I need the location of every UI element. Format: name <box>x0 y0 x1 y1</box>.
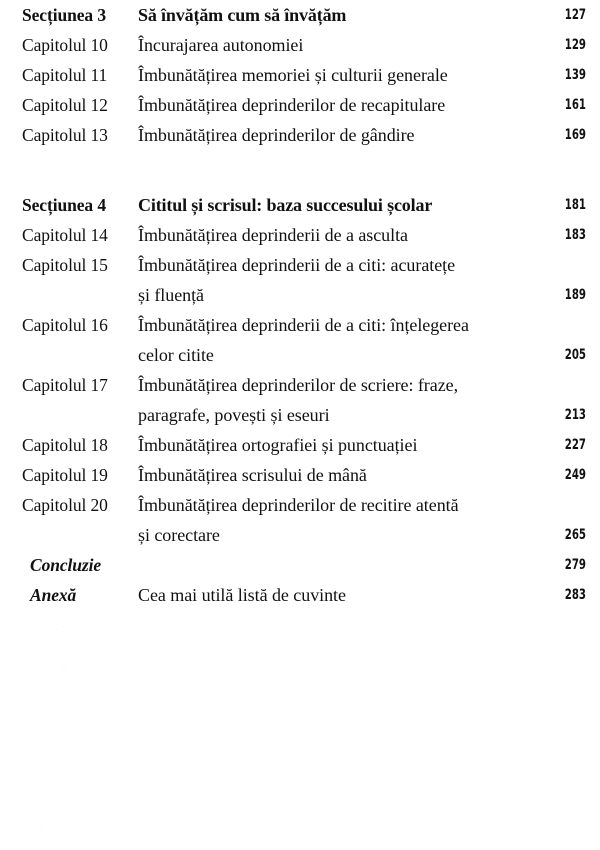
entry-page-number[interactable]: 161 <box>564 97 586 113</box>
entry-label: Capitolul 13 <box>22 125 108 145</box>
entry-title-line1: Îmbunătățirea ortografiei și punctuației <box>138 435 418 455</box>
toc-chapter-row[interactable] <box>0 460 600 490</box>
entry-title-line1: Îmbunătățirea deprinderilor de recapitulare <box>138 95 446 115</box>
entry-label: Capitolul 18 <box>22 435 108 455</box>
entry-label: Capitolul 15 <box>22 255 108 275</box>
entry-title-line1: Să învățăm cum să învățăm <box>138 5 347 25</box>
toc-section-row[interactable] <box>0 0 600 30</box>
entry-title <box>138 490 530 550</box>
toc-chapter-row[interactable] <box>0 250 600 310</box>
entry-label: Capitolul 17 <box>22 375 108 395</box>
toc-chapter-row[interactable] <box>0 220 600 250</box>
toc-chapter-row[interactable] <box>0 90 600 120</box>
entry-title-line2: paragrafe, povești și eseuri <box>138 405 330 425</box>
entry-page-number[interactable]: 169 <box>564 127 586 143</box>
entry-label: Capitolul 10 <box>22 35 108 55</box>
entry-page-number[interactable]: 129 <box>564 37 586 53</box>
entry-title <box>138 580 530 610</box>
entry-page-number[interactable]: 139 <box>564 67 586 83</box>
entry-title <box>138 310 530 370</box>
entry-title <box>138 0 530 30</box>
entry-title-line2: celor citite <box>138 345 214 365</box>
entry-title <box>138 30 530 60</box>
entry-title-line1: Încurajarea autonomiei <box>138 35 304 55</box>
entry-page-number[interactable]: 249 <box>564 467 586 483</box>
entry-title-line1: Cititul și scrisul: baza succesului școlar <box>138 195 433 215</box>
entry-title <box>138 60 530 90</box>
entry-label: Capitolul 11 <box>22 65 108 85</box>
toc-chapter-row[interactable] <box>0 310 600 370</box>
entry-page-number[interactable]: 265 <box>564 527 586 543</box>
entry-page-number[interactable]: 181 <box>564 197 586 213</box>
entry-label: Concluzie <box>30 555 102 575</box>
entry-label: Capitolul 12 <box>22 95 108 115</box>
entry-title <box>138 460 530 490</box>
entry-title <box>138 430 530 460</box>
entry-title-line1: Îmbunătățirea deprinderilor de scriere: fraze, <box>138 375 459 395</box>
entry-title-line2: și fluență <box>138 285 204 305</box>
entry-label: Capitolul 14 <box>22 225 108 245</box>
entry-title-line1: Îmbunătățirea memoriei și culturii generale <box>138 65 448 85</box>
entry-title-line1: Îmbunătățirea deprinderii de a citi: acuratețe <box>138 255 456 275</box>
toc-chapter-row[interactable] <box>0 120 600 150</box>
toc-chapter-row[interactable] <box>0 490 600 550</box>
entry-label: Capitolul 20 <box>22 495 108 515</box>
entry-label: Capitolul 16 <box>22 315 108 335</box>
entry-title <box>138 120 530 150</box>
entry-label: Secțiunea 3 <box>22 5 106 25</box>
toc-chapter-row[interactable] <box>0 430 600 460</box>
entry-label: Secțiunea 4 <box>22 195 106 215</box>
toc-chapter-row[interactable] <box>0 370 600 430</box>
entry-title-line1: Îmbunătățirea deprinderii de a citi: înțelegerea <box>138 315 469 335</box>
entry-page-number[interactable]: 213 <box>564 407 586 423</box>
scan-bleedthrough-artifact <box>0 610 600 850</box>
entry-page-number[interactable]: 283 <box>564 587 586 603</box>
entry-title-line1: Îmbunătățirea deprinderilor de recitire atentă <box>138 495 459 515</box>
toc-chapter-row[interactable] <box>0 30 600 60</box>
entry-page-number[interactable]: 279 <box>564 557 586 573</box>
entry-label: Anexă <box>30 585 77 605</box>
entry-title <box>138 190 530 220</box>
entry-title-line1: Îmbunătățirea scrisului de mână <box>138 465 367 485</box>
entry-title-line1: Îmbunătățirea deprinderilor de gândire <box>138 125 415 145</box>
toc-section-row[interactable] <box>0 190 600 220</box>
entry-title-line1: Cea mai utilă listă de cuvinte <box>138 585 346 605</box>
entry-page-number[interactable]: 127 <box>564 7 586 23</box>
entry-title-line1: Îmbunătățirea deprinderii de a asculta <box>138 225 408 245</box>
toc-backmatter-row[interactable] <box>0 550 600 580</box>
entry-title <box>138 250 530 310</box>
entry-title-line2: și corectare <box>138 525 220 545</box>
entry-page-number[interactable]: 205 <box>564 347 586 363</box>
section-spacer <box>0 150 600 190</box>
toc-chapter-row[interactable] <box>0 60 600 90</box>
entry-page-number[interactable]: 227 <box>564 437 586 453</box>
entry-title <box>138 370 530 430</box>
entry-title <box>138 220 530 250</box>
entry-page-number[interactable]: 183 <box>564 227 586 243</box>
toc-backmatter-row[interactable] <box>0 580 600 610</box>
entry-page-number[interactable]: 189 <box>564 287 586 303</box>
entry-title <box>138 90 530 120</box>
entry-label: Capitolul 19 <box>22 465 108 485</box>
